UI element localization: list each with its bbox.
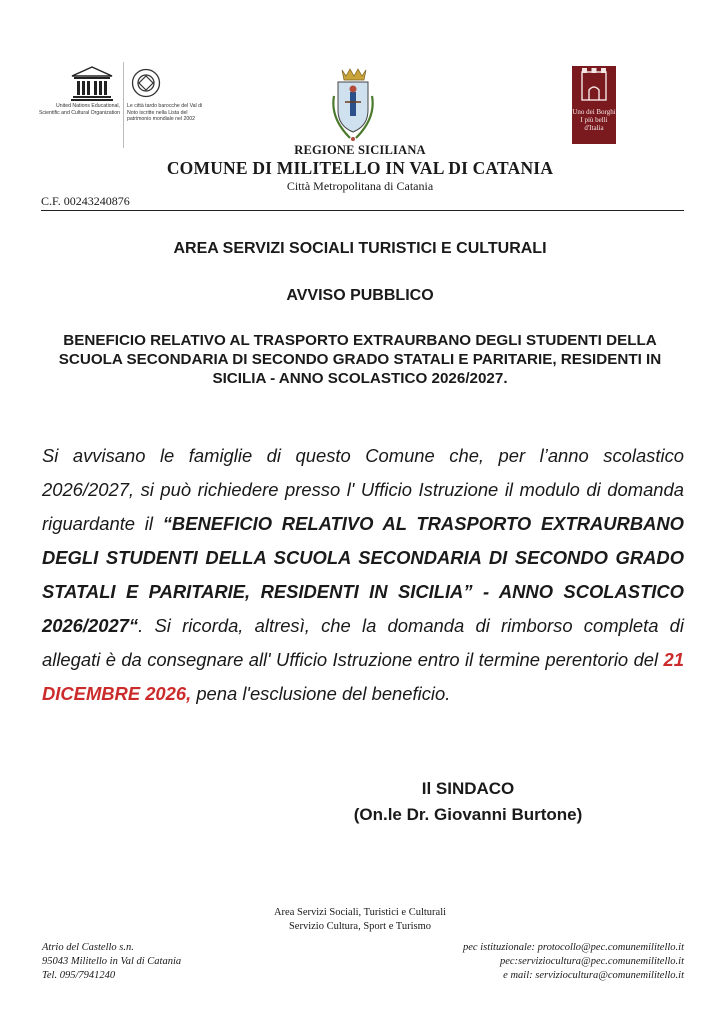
notice-subject: BENEFICIO RELATIVO AL TRASPORTO EXTRAURBANO DEGLI STUDENTI DELLA SCUOLA SECONDARIA DI SECONDO GRADO STATALI E PARITARIE, RESIDENTI IN SICILIA - ANNO SCOLASTICO 2026/2027. — [58, 332, 662, 387]
metropolitan-city: Città Metropolitana di Catania — [286, 179, 434, 193]
footer-address — [42, 941, 181, 983]
pec-institutional: pec istituzionale: protocollo@pec.comunemilitello.it — [463, 942, 684, 953]
borghi-logo — [572, 66, 616, 144]
footer-contacts — [463, 941, 684, 983]
mayor-title: Il SINDACO — [421, 779, 515, 798]
tower-icon — [572, 66, 616, 106]
body-middle: . Si ricorda, altresì, che la domanda di rimborso completa di allegati è da consegnare all' Ufficio Istruzione entro il termine perentorio del — [42, 615, 684, 670]
address-city: 95043 Militello in Val di Catania — [42, 956, 182, 967]
coat-of-arms-icon — [328, 66, 378, 146]
borghi-caption-top: Uno dei Borghi — [572, 108, 616, 116]
borghi-caption — [572, 108, 616, 132]
fiscal-code: C.F. 00243240876 — [41, 194, 130, 208]
header-divider — [41, 210, 684, 211]
footer-office-line: Area Servizi Sociali, Turistici e Culturali — [273, 907, 447, 918]
notice-title: AVVISO PUBBLICO — [286, 287, 434, 304]
address-phone: Tel. 095/7941240 — [42, 970, 116, 981]
pec-culture: pec:serviziocultura@pec.comunemilitello.it — [499, 956, 684, 967]
footer-service-line: Servizio Cultura, Sport e Turismo — [288, 921, 432, 932]
email-culture: e mail: serviziocultura@comunemilitello.it — [503, 970, 684, 981]
department-heading: AREA SERVIZI SOCIALI TURISTICI E CULTURALI — [173, 240, 547, 257]
unesco-caption: United Nations Educational, Scientific and Cultural Organization — [38, 103, 120, 116]
notice-body — [42, 439, 684, 711]
val-di-noto-caption: Le città tardo barocche del Val di Noto iscritte nella Lista del patrimonio mondiale nel 2002 — [127, 103, 203, 123]
world-heritage-icon — [131, 68, 161, 98]
world-heritage-logo — [131, 68, 161, 98]
address-street: Atrio del Castello s.n. — [42, 942, 134, 953]
deadline-date: 21 DICEMBRE 2026, — [42, 649, 684, 704]
municipal-crest — [328, 66, 378, 146]
region-name: REGIONE SICILIANA — [294, 143, 426, 157]
mayor-name: (On.le Dr. Giovanni Burtone) — [353, 805, 583, 824]
footer-office — [0, 906, 720, 934]
logo-divider — [123, 62, 124, 148]
unesco-temple-icon — [70, 66, 114, 102]
comune-name: COMUNE DI MILITELLO IN VAL DI CATANIA — [166, 158, 554, 178]
body-end: pena l'esclusione del beneficio. — [191, 683, 451, 704]
body-benefit-name: “BENEFICIO RELATIVO AL TRASPORTO EXTRAURBANO DEGLI STUDENTI DELLA SCUOLA SECONDARIA DI SECONDO GRADO STATALI E PARITARIE, RESIDENTI IN SICILIA” - ANNO SCOLASTICO 2026/2027“ — [42, 513, 684, 636]
body-intro: Si avvisano le famiglie di questo Comune che, per l’anno scolastico 2026/2027, si può richiedere presso l' Ufficio Istruzione il modulo di domanda riguardante il — [42, 445, 684, 534]
signature-block — [338, 776, 598, 828]
borghi-caption-bottom: I più belli d'Italia — [580, 116, 608, 132]
unesco-logo — [60, 66, 124, 128]
